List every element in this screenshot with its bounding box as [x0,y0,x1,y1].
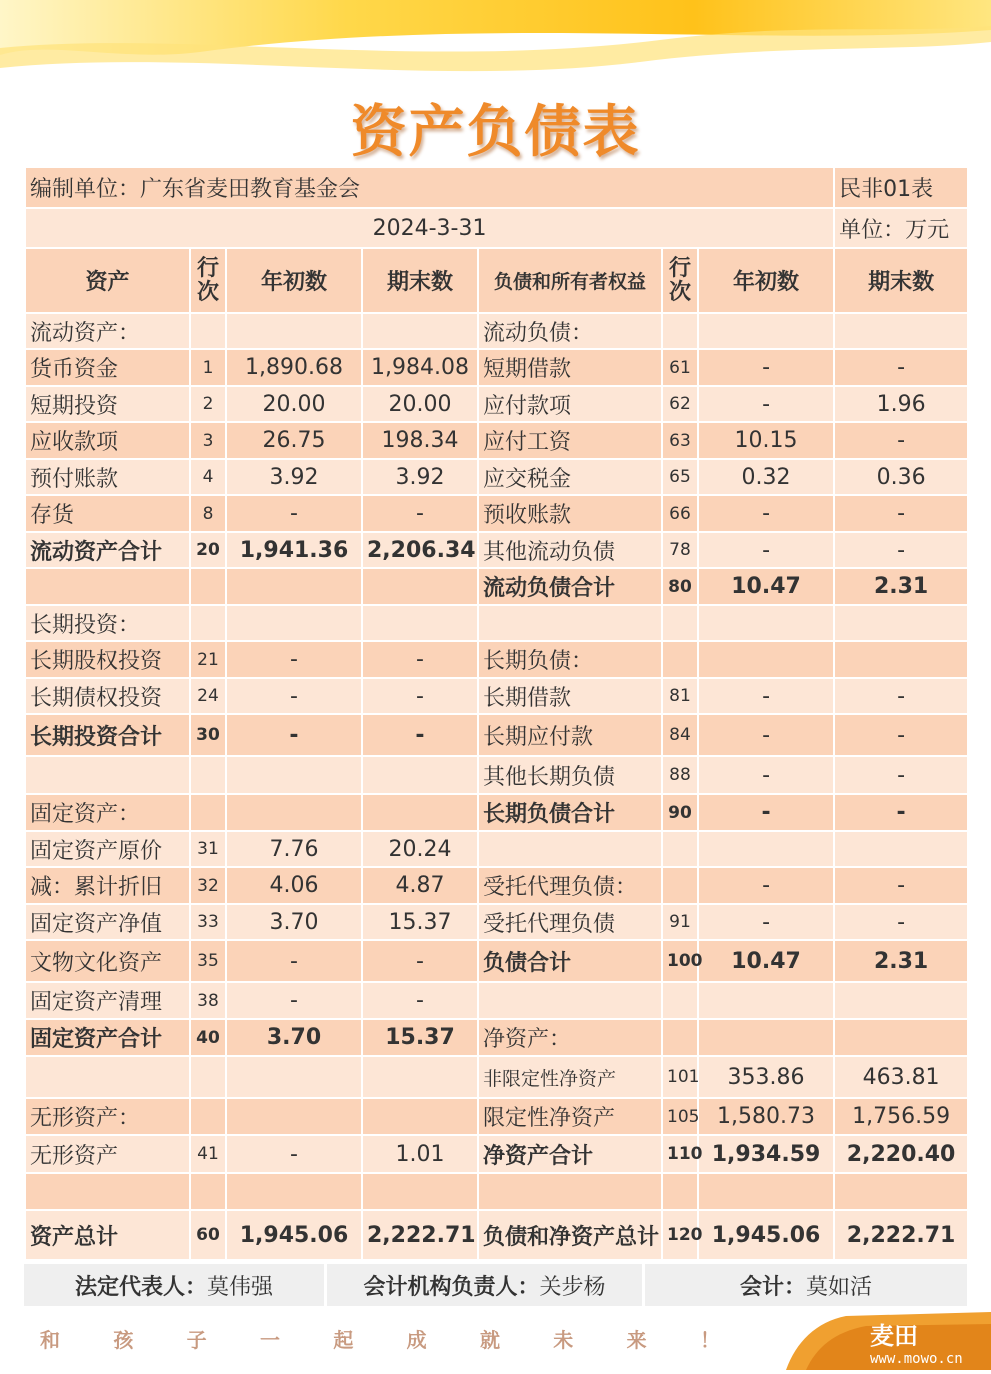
liab-begin: - [698,756,834,794]
table-row [25,605,968,641]
asset-end: - [362,982,478,1019]
liab-begin [698,605,834,641]
asset-row-no [190,794,226,831]
liab-begin: 1,580.73 [698,1098,834,1135]
liab-end: 1,756.59 [834,1098,968,1135]
liab-row-no: 84 [662,714,698,756]
asset-row-no [190,568,226,605]
liab-begin: - [698,678,834,714]
liab-begin: - [698,386,834,422]
asset-begin: 7.76 [226,831,362,867]
asset-name [25,756,190,794]
liab-end: - [834,904,968,940]
table-row [25,756,968,794]
table-row [25,568,968,605]
balance-table [24,166,969,1261]
asset-name: 无形资产： [25,1098,190,1135]
slogan-char: 成 [406,1328,427,1352]
asset-begin [226,794,362,831]
liab-row-no: 88 [662,756,698,794]
liab-name: 净资产合计 [478,1135,662,1173]
asset-end: 2,222.71 [362,1210,478,1260]
liab-row-no: 120 [662,1210,698,1260]
liab-name: 应付款项 [478,386,662,422]
header-row-no-2: 行次 [662,248,698,313]
table-row [25,1135,968,1173]
asset-begin: 3.92 [226,459,362,495]
asset-row-no [190,1098,226,1135]
table-row [25,386,968,422]
slogan [40,1324,720,1353]
liab-begin [698,831,834,867]
asset-begin: 4.06 [226,867,362,904]
liab-begin: 10.47 [698,568,834,605]
asset-name: 存货 [25,495,190,532]
asset-end: 15.37 [362,1019,478,1056]
asset-row-no: 1 [190,349,226,386]
liab-row-no [662,1173,698,1210]
signature-bar [24,1264,967,1306]
liab-name: 限定性净资产 [478,1098,662,1135]
table-row [25,714,968,756]
asset-name: 货币资金 [25,349,190,386]
table-row [25,982,968,1019]
liab-begin: 10.15 [698,422,834,459]
liab-begin: 1,945.06 [698,1210,834,1260]
slogan-char: 就 [479,1328,500,1352]
asset-row-no: 33 [190,904,226,940]
slogan-char: 子 [186,1328,207,1352]
asset-begin [226,1056,362,1098]
asset-name: 减：累计折旧 [25,867,190,904]
slogan-char: 孩 [113,1328,134,1352]
asset-row-no: 38 [190,982,226,1019]
slogan-char: 来 [626,1328,647,1352]
slogan-char: ！ [699,1328,720,1352]
liab-begin [698,982,834,1019]
asset-begin: 26.75 [226,422,362,459]
liab-begin: 1,934.59 [698,1135,834,1173]
liab-name: 净资产： [478,1019,662,1056]
acct-head-name: 关步杨 [539,1274,606,1300]
asset-begin: - [226,714,362,756]
table-row [25,422,968,459]
page-title: 资产负债表 [350,100,641,165]
liab-end: 2.31 [834,940,968,982]
liab-name: 长期借款 [478,678,662,714]
asset-name: 固定资产： [25,794,190,831]
liab-row-no: 100 [662,940,698,982]
liab-begin: - [698,532,834,568]
asset-name: 固定资产净值 [25,904,190,940]
liab-end [834,1019,968,1056]
asset-begin: 20.00 [226,386,362,422]
liab-end: 1.96 [834,386,968,422]
asset-end: 198.34 [362,422,478,459]
asset-end: 3.92 [362,459,478,495]
liab-name: 其他流动负债 [478,532,662,568]
liab-row-no: 65 [662,459,698,495]
accountant [645,1264,967,1306]
asset-end: 20.00 [362,386,478,422]
asset-name: 长期债权投资 [25,678,190,714]
liab-name: 受托代理负债 [478,904,662,940]
liab-begin: 353.86 [698,1056,834,1098]
header-begin: 年初数 [226,248,362,313]
liab-end: - [834,756,968,794]
asset-name: 应收款项 [25,422,190,459]
asset-begin [226,605,362,641]
liab-name: 预收账款 [478,495,662,532]
liab-name: 流动负债合计 [478,568,662,605]
asset-begin [226,756,362,794]
liab-end: - [834,349,968,386]
asset-row-no: 40 [190,1019,226,1056]
asset-end: - [362,678,478,714]
asset-begin: - [226,982,362,1019]
asset-name: 预付账款 [25,459,190,495]
asset-begin [226,1098,362,1135]
liab-end: 2.31 [834,568,968,605]
asset-end [362,1173,478,1210]
brand-logo [786,1312,991,1370]
asset-begin: 1,941.36 [226,532,362,568]
asset-begin: - [226,1135,362,1173]
asset-begin: - [226,678,362,714]
asset-row-no [190,1173,226,1210]
liab-row-no [662,831,698,867]
asset-name: 固定资产合计 [25,1019,190,1056]
legal-rep-name: 莫伟强 [207,1274,274,1300]
asset-end [362,1098,478,1135]
liab-row-no [662,641,698,678]
liab-end [834,313,968,349]
asset-row-no: 30 [190,714,226,756]
table-row [25,313,968,349]
asset-row-no: 21 [190,641,226,678]
asset-row-no: 20 [190,532,226,568]
liab-end [834,641,968,678]
liab-end [834,831,968,867]
asset-name: 无形资产 [25,1135,190,1173]
acct-head [327,1264,642,1306]
header-begin-2: 年初数 [698,248,834,313]
liab-begin: - [698,904,834,940]
table-row [25,940,968,982]
acct-head-label: 会计机构负责人： [363,1274,540,1300]
asset-name: 文物文化资产 [25,940,190,982]
asset-end: 2,206.34 [362,532,478,568]
liab-end: 463.81 [834,1056,968,1098]
asset-end: 1.01 [362,1135,478,1173]
liab-row-no [662,982,698,1019]
table-row [25,459,968,495]
slogan-char: 一 [259,1328,280,1352]
liab-end: 0.36 [834,459,968,495]
header-asset: 资产 [25,248,190,313]
table-row [25,1019,968,1056]
liab-row-no: 63 [662,422,698,459]
liab-end: 2,222.71 [834,1210,968,1260]
asset-begin [226,1173,362,1210]
liab-end: - [834,422,968,459]
asset-name: 短期投资 [25,386,190,422]
liab-name: 长期应付款 [478,714,662,756]
table-row [25,867,968,904]
slogan-char: 和 [40,1328,60,1352]
liab-row-no [662,313,698,349]
liab-name [478,831,662,867]
asset-end: 20.24 [362,831,478,867]
asset-end: - [362,940,478,982]
liab-end: - [834,495,968,532]
asset-row-no: 35 [190,940,226,982]
liab-begin: - [698,349,834,386]
liab-name: 长期负债合计 [478,794,662,831]
asset-end [362,756,478,794]
asset-begin: - [226,641,362,678]
table-row [25,831,968,867]
asset-end [362,605,478,641]
asset-row-no: 4 [190,459,226,495]
asset-begin [226,568,362,605]
liab-end [834,605,968,641]
liab-name: 非限定性净资产 [478,1056,662,1098]
table-row [25,794,968,831]
header-end-2: 期末数 [834,248,968,313]
liab-row-no: 90 [662,794,698,831]
accountant-label: 会计： [739,1274,806,1300]
org-label: 编制单位：广东省麦田教育基金会 [25,167,834,208]
liab-end: - [834,867,968,904]
liab-begin [698,1019,834,1056]
liab-row-no: 91 [662,904,698,940]
asset-begin: 1,945.06 [226,1210,362,1260]
table-row [25,349,968,386]
liab-begin: - [698,714,834,756]
asset-end: 1,984.08 [362,349,478,386]
slogan-char: 未 [553,1328,574,1352]
liab-name [478,982,662,1019]
liab-end [834,1173,968,1210]
legal-rep-label: 法定代表人： [74,1274,207,1300]
liab-row-no: 105 [662,1098,698,1135]
liab-row-no: 62 [662,386,698,422]
liab-name [478,1173,662,1210]
liab-begin: - [698,867,834,904]
table-row [25,641,968,678]
liab-begin [698,641,834,678]
liab-name: 受托代理负债： [478,867,662,904]
liab-end: - [834,794,968,831]
table-row [25,532,968,568]
asset-end [362,568,478,605]
asset-name [25,1056,190,1098]
asset-row-no [190,756,226,794]
liab-name: 应付工资 [478,422,662,459]
asset-row-no: 41 [190,1135,226,1173]
liab-end: - [834,532,968,568]
asset-name: 长期投资合计 [25,714,190,756]
asset-row-no: 31 [190,831,226,867]
asset-name [25,568,190,605]
asset-row-no: 24 [190,678,226,714]
asset-row-no [190,605,226,641]
asset-end: 15.37 [362,904,478,940]
liab-end [834,982,968,1019]
asset-row-no: 60 [190,1210,226,1260]
liab-name: 长期负债： [478,641,662,678]
liab-begin [698,313,834,349]
asset-end: - [362,495,478,532]
form-code: 民非01表 [834,167,968,208]
table-row [25,1098,968,1135]
logo-url: www.mowo.cn [870,1351,963,1367]
accountant-name: 莫如活 [806,1274,873,1300]
asset-name: 长期股权投资 [25,641,190,678]
asset-name: 长期投资： [25,605,190,641]
header-row-no: 行次 [190,248,226,313]
asset-row-no [190,313,226,349]
asset-name [25,1173,190,1210]
asset-end [362,313,478,349]
liab-row-no: 78 [662,532,698,568]
liab-name: 负债合计 [478,940,662,982]
header-liab: 负债和所有者权益 [478,248,662,313]
liab-name [478,605,662,641]
balance-sheet [24,166,967,1261]
table-row [25,1056,968,1098]
liab-name: 其他长期负债 [478,756,662,794]
decorative-top-band [0,0,991,90]
unit-label: 单位：万元 [834,208,968,248]
liab-row-no [662,1019,698,1056]
liab-row-no [662,867,698,904]
liab-begin [698,1173,834,1210]
liab-begin: 0.32 [698,459,834,495]
table-row [25,904,968,940]
liab-row-no: 110 [662,1135,698,1173]
asset-name: 资产总计 [25,1210,190,1260]
asset-end: - [362,641,478,678]
liab-end: - [834,714,968,756]
asset-begin: - [226,495,362,532]
asset-end: 4.87 [362,867,478,904]
liab-begin: - [698,495,834,532]
liab-row-no: 66 [662,495,698,532]
table-row [25,678,968,714]
table-row [25,1210,968,1260]
legal-rep [24,1264,324,1306]
asset-begin: 3.70 [226,1019,362,1056]
slogan-char: 起 [333,1328,354,1352]
report-date: 2024-3-31 [25,208,834,248]
liab-begin: - [698,794,834,831]
liab-row-no: 101 [662,1056,698,1098]
liab-name: 负债和净资产总计 [478,1210,662,1260]
asset-end [362,1056,478,1098]
asset-row-no: 3 [190,422,226,459]
asset-row-no: 32 [190,867,226,904]
asset-end: - [362,714,478,756]
liab-name: 流动负债： [478,313,662,349]
liab-name: 应交税金 [478,459,662,495]
asset-begin [226,313,362,349]
liab-end: - [834,678,968,714]
liab-name: 短期借款 [478,349,662,386]
asset-begin: 1,890.68 [226,349,362,386]
header-end: 期末数 [362,248,478,313]
asset-row-no [190,1056,226,1098]
liab-begin: 10.47 [698,940,834,982]
table-row [25,1173,968,1210]
asset-row-no: 8 [190,495,226,532]
table-row [25,495,968,532]
asset-begin: - [226,940,362,982]
logo-text: 麦田 [870,1322,918,1350]
asset-end [362,794,478,831]
asset-name: 固定资产清理 [25,982,190,1019]
liab-end: 2,220.40 [834,1135,968,1173]
liab-row-no [662,605,698,641]
asset-begin: 3.70 [226,904,362,940]
asset-name: 固定资产原价 [25,831,190,867]
asset-row-no: 2 [190,386,226,422]
liab-row-no: 80 [662,568,698,605]
liab-row-no: 61 [662,349,698,386]
asset-name: 流动资产： [25,313,190,349]
liab-row-no: 81 [662,678,698,714]
asset-name: 流动资产合计 [25,532,190,568]
